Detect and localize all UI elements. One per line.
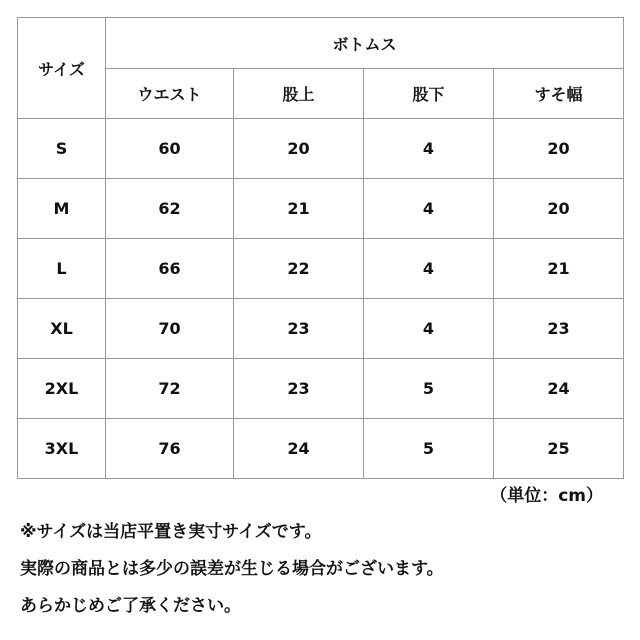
header-row-group [18,18,624,69]
hem-width-cell: 25 [494,419,624,479]
inseam-cell: 4 [364,299,494,359]
rise-cell: 21 [234,179,364,239]
hem-width-cell: 23 [494,299,624,359]
table-row [18,239,624,299]
inseam-cell: 4 [364,119,494,179]
header-row-columns [18,69,624,119]
rise-cell: 20 [234,119,364,179]
table-row [18,299,624,359]
size-cell: 2XL [18,359,106,419]
waist-cell: 60 [106,119,234,179]
rise-cell: 23 [234,359,364,419]
note-line: ※サイズは当店平置き実寸サイズです。 [20,522,322,542]
size-cell: XL [18,299,106,359]
inseam-cell: 5 [364,359,494,419]
rise-cell: 23 [234,299,364,359]
waist-cell: 76 [106,419,234,479]
size-header: サイズ [18,18,106,119]
bottoms-header: ボトムス [106,18,624,69]
column-header-inseam: 股下 [364,69,494,119]
table-row [18,119,624,179]
waist-cell: 70 [106,299,234,359]
rise-cell: 22 [234,239,364,299]
column-header-waist: ウエスト [106,69,234,119]
hem-width-cell: 21 [494,239,624,299]
unit-note: （単位：cm） [490,486,603,506]
size-cell: S [18,119,106,179]
hem-width-cell: 24 [494,359,624,419]
waist-cell: 72 [106,359,234,419]
note-line: あらかじめご了承ください。 [20,596,241,616]
column-header-rise: 股上 [234,69,364,119]
table-row [18,359,624,419]
inseam-cell: 4 [364,239,494,299]
hem-width-cell: 20 [494,179,624,239]
notes-block [20,514,444,625]
size-chart-table [17,17,624,479]
rise-cell: 24 [234,419,364,479]
size-cell: M [18,179,106,239]
size-cell: 3XL [18,419,106,479]
note-line: 実際の商品とは多少の誤差が生じる場合がございます。 [20,559,444,579]
hem-width-cell: 20 [494,119,624,179]
column-header-hem-width: すそ幅 [494,69,624,119]
table-row [18,419,624,479]
inseam-cell: 5 [364,419,494,479]
size-cell: L [18,239,106,299]
table-row [18,179,624,239]
waist-cell: 66 [106,239,234,299]
waist-cell: 62 [106,179,234,239]
inseam-cell: 4 [364,179,494,239]
